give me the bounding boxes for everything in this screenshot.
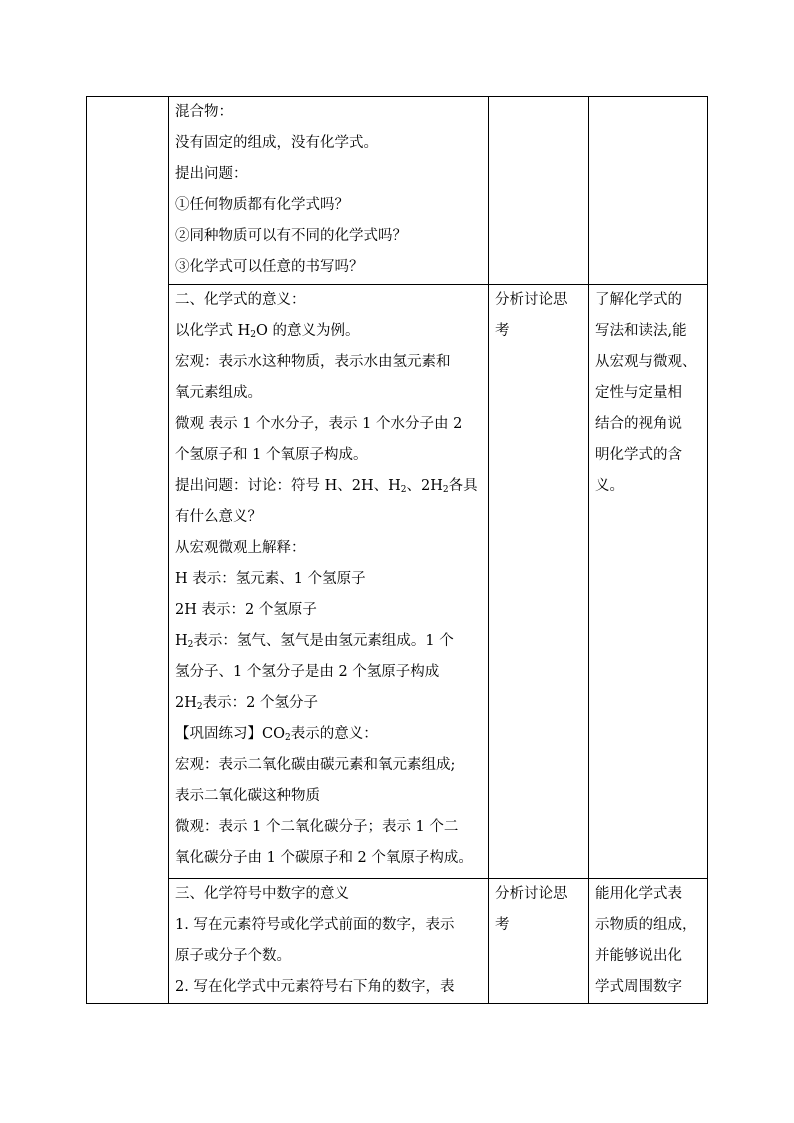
formula-line: 【巩固练习】$CO_2$表示的意义： bbox=[175, 726, 378, 743]
content-cell: 混合物： 没有固定的组成，没有化学式。 提出问题： ①任何物质都有化学式吗？ ②同种物质可以有不同的化学式吗？ ③化学式可以任意的书写吗？ bbox=[169, 97, 489, 285]
formula-line: 以化学式 $H_2O$ 的意义为例。 bbox=[175, 323, 360, 340]
content-cell: 三、化学符号中数字的意义 1. 写在元素符号或化学式前面的数字，表示 原子或分子个数。 2. 写在化学式中元素符号右下角的数字，表 bbox=[169, 879, 489, 1004]
lesson-plan-table bbox=[86, 96, 708, 1004]
table-row bbox=[87, 879, 708, 1004]
formula-line: $2H_2$表示：2 个氢分子 bbox=[175, 695, 318, 712]
table-row bbox=[87, 285, 708, 879]
activity-cell: 分析讨论思 考 bbox=[489, 285, 589, 879]
table-row bbox=[87, 97, 708, 285]
goal-cell: 了解化学式的 写法和读法,能 从宏观与微观、 定性与定量相 结合的视角说 明化学式的含 义。 bbox=[589, 285, 708, 879]
stage-cell bbox=[87, 97, 169, 1004]
formula-line: 提出问题：讨论：符号 H、2H、$H_2$、$2H_2$各具 bbox=[175, 478, 478, 495]
goal-cell: 能用化学式表 示物质的组成， 并能够说出化 学式周围数字 bbox=[589, 879, 708, 1004]
activity-cell bbox=[489, 97, 589, 285]
content-cell: 二、化学式的意义： 以化学式 $H_2O$ 的意义为例。 宏观：表示水这种物质，表示水由氢元素和 氧元素组成。 微观 表示 1 个水分子，表示 1 个水分子由 2 个氢原子和 1 个氧原子构成。 提出问题：讨论：符号 H、2H、$H_2$、$2H_2$各具 有什么意义？ 从宏观微观上解释： H 表示：氢元素、1 个氢原子 2H 表示：2 个氢原子 $H_2$表示：氢气、氢气是由氢元素组成。1 个 氢分子、1 个氢分子是由 2 个氢原子构成 $2H_2$表示：2 个氢分子 【巩固练习】$CO_2$表示的意义： 宏观：表示二氧化碳由碳元素和氧元素组成; 表示二氧化碳这种物质 微观：表示 1 个二氧化碳分子；表示 1 个二 氧化碳分子由 1 个碳原子和 2 个氧原子构成。 bbox=[169, 285, 489, 879]
activity-cell: 分析讨论思 考 bbox=[489, 879, 589, 1004]
formula-line: $H_2$表示：氢气、氢气是由氢元素组成。1 个 bbox=[175, 633, 454, 650]
goal-cell bbox=[589, 97, 708, 285]
